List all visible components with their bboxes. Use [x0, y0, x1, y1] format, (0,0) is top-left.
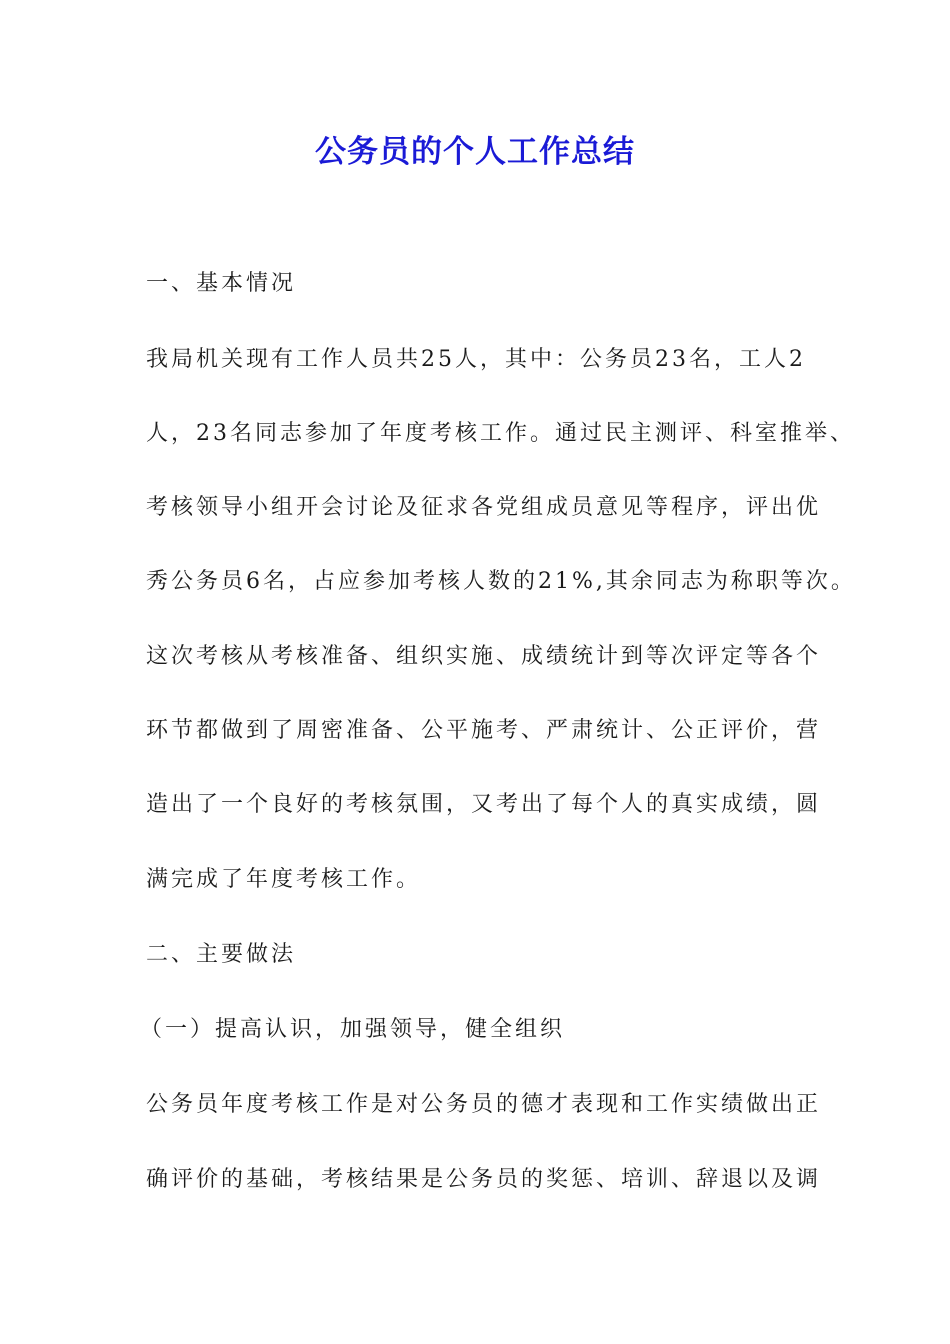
- paragraph-line: 考核领导小组开会讨论及征求各党组成员意见等程序，评出优: [146, 495, 822, 520]
- paragraph-line: 人，23名同志参加了年度考核工作。通过民主测评、科室推举、: [146, 421, 855, 446]
- paragraph-line: 造出了一个良好的考核氛围，又考出了每个人的真实成绩，圆: [146, 792, 822, 817]
- paragraph-line: 满完成了年度考核工作。: [146, 867, 422, 892]
- subsection-heading: （一）提高认识，加强领导，健全组织: [140, 1017, 566, 1042]
- paragraph-line: 这次考核从考核准备、组织实施、成绩统计到等次评定等各个: [146, 644, 822, 669]
- paragraph-line: 公务员年度考核工作是对公务员的德才表现和工作实绩做出正: [146, 1092, 822, 1117]
- section-heading-main-practices: 二、主要做法: [146, 942, 297, 967]
- section-heading-basic-situation: 一、基本情况: [146, 271, 297, 296]
- paragraph-line: 我局机关现有工作人员共25人，其中：公务员23名，工人2: [146, 347, 806, 372]
- document-title: 公务员的个人工作总结: [315, 134, 635, 170]
- paragraph-line: 秀公务员6名，占应参加考核人数的21%,其余同志为称职等次。: [146, 569, 856, 594]
- paragraph-line: 确评价的基础，考核结果是公务员的奖惩、培训、辞退以及调: [146, 1167, 822, 1192]
- paragraph-line: 环节都做到了周密准备、公平施考、严肃统计、公正评价，营: [146, 718, 822, 743]
